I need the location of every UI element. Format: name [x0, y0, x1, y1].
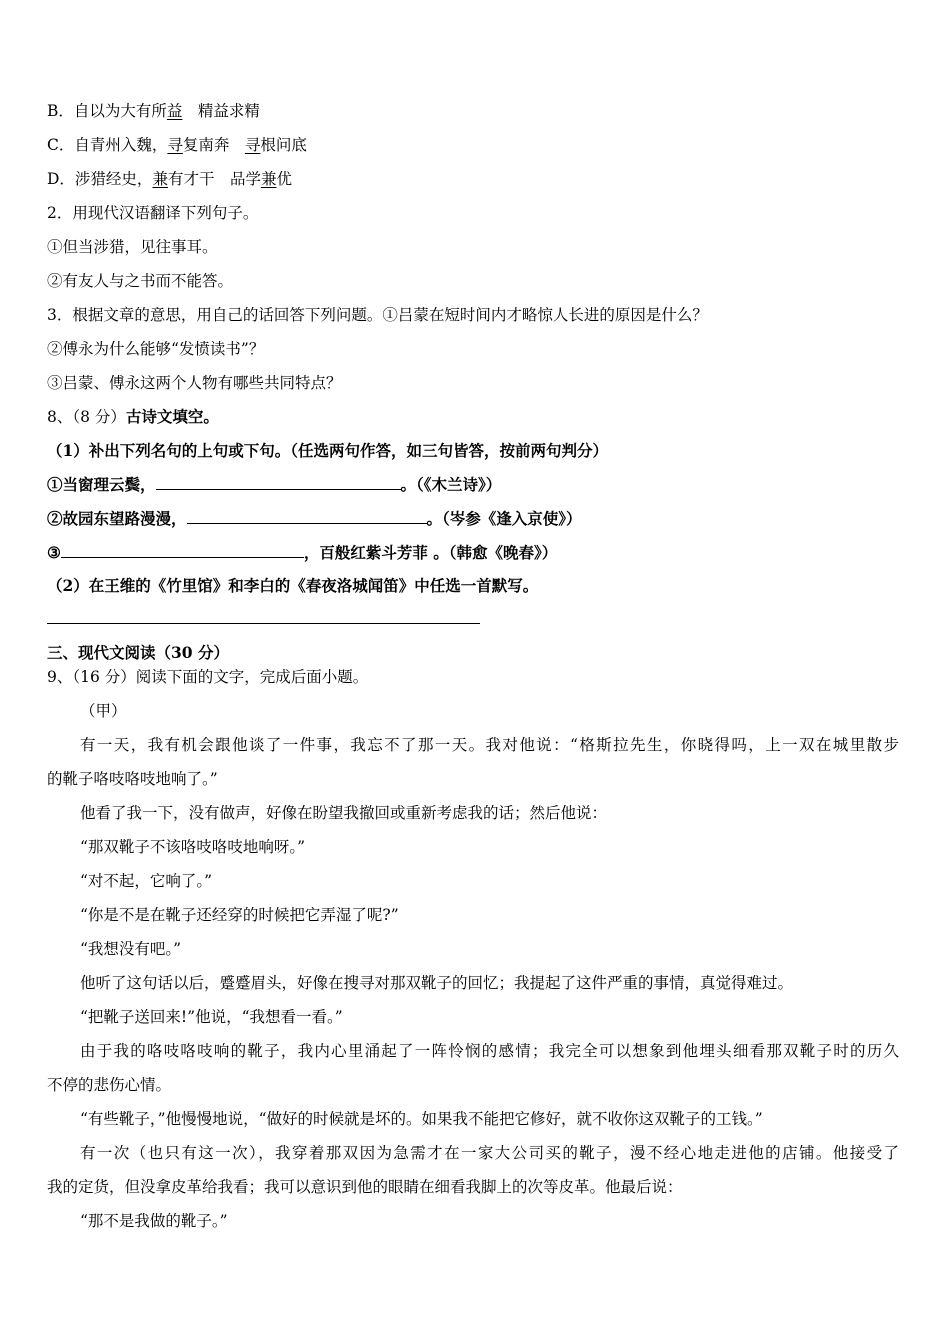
fill-line-2-prefix: ②故园东望路漫漫，: [47, 509, 187, 528]
passage-para-9-line-2: 不停的悲伤心情。: [47, 1076, 172, 1094]
passage-para-1-line-2: 的靴子咯吱咯吱地响了。”: [47, 770, 218, 788]
passage-para-8: “把靴子送回来!”他说，“我想看一看。”: [80, 1008, 343, 1026]
option-d-text: D．涉猎经史，: [47, 170, 153, 188]
question-8-sub-1: （1）补出下列名句的上句或下句。（任选两句作答，如三句皆答，按前两句判分）: [47, 441, 609, 460]
fill-line-3-source: ，百般红紫斗芳菲 。（韩愈《晚春》）: [303, 543, 558, 562]
question-3-part-2: ②傅永为什么能够“发愤读书”？: [47, 340, 265, 358]
option-b: [47, 101, 260, 121]
option-b-text: B．自以为大有所: [47, 102, 167, 120]
question-8-number: 8、（8 分）: [47, 408, 126, 426]
passage-para-7: 他听了这句话以后，蹙蹙眉头，好像在搜寻对那双靴子的回忆；我提起了这件严重的事情，真觉得难过。: [80, 974, 794, 992]
passage-label-jia: （甲）: [80, 702, 127, 720]
question-3-part-3: ③吕蒙、傅永这两个人物有哪些共同特点？: [47, 374, 342, 392]
passage-para-12: “那不是我做的靴子。”: [80, 1212, 228, 1230]
answer-blank-2[interactable]: [187, 508, 427, 524]
underlined-char: 益: [166, 102, 183, 120]
passage-para-5: “你是不是在靴子还经穿的时候把它弄湿了呢?”: [80, 906, 399, 924]
option-c-text-end: 根问底: [260, 136, 307, 154]
fill-line-3-prefix: ③: [47, 543, 61, 562]
answer-blank-1[interactable]: [156, 474, 401, 490]
passage-para-9-line-1: 由于我的咯吱咯吱响的靴子，我内心里涌起了一阵怜悯的感情；我完全可以想象到他埋头细看那双靴子时的历久: [80, 1042, 899, 1060]
underlined-char: 兼: [260, 170, 277, 188]
option-d-text-end: 优: [276, 170, 292, 188]
option-c: [47, 135, 307, 155]
fill-line-2: [47, 508, 582, 529]
question-8-title: 古诗文填空。: [125, 407, 219, 426]
question-2-sentence-1: ①但当涉猎，见往事耳。: [47, 238, 218, 256]
question-2: 2．用现代汉语翻译下列句子。: [47, 204, 259, 222]
question-9-heading: 9、（16 分）阅读下面的文字，完成后面小题。: [47, 668, 369, 686]
fill-line-1: [47, 474, 501, 495]
passage-para-11-line-2: 我的定货，但没拿皮革给我看；我可以意识到他的眼睛在细看我脚上的次等皮革。他最后说：: [47, 1178, 683, 1196]
question-8-heading: [47, 407, 219, 427]
question-3: 3．根据文章的意思，用自己的话回答下列问题。①吕蒙在短时间内才略惊人长进的原因是什么？: [47, 306, 708, 324]
fill-line-2-source: 。（岑参《逢入京使》）: [426, 509, 582, 528]
option-d: [47, 169, 292, 189]
passage-para-4: “对不起，它响了。”: [80, 872, 213, 890]
answer-blank-3[interactable]: [61, 542, 304, 558]
option-c-text-mid: 复南奔: [182, 136, 245, 154]
fill-line-1-prefix: ①当窗理云鬓，: [47, 475, 156, 494]
passage-para-1-line-1: 有一天，我有机会跟他谈了一件事，我忘不了那一天。我对他说：“格斯拉先生，你晓得吗，上一双在城里散步: [80, 736, 899, 754]
question-2-sentence-2: ②有友人与之书而不能答。: [47, 272, 234, 290]
fill-line-3: [47, 542, 557, 563]
passage-para-2: 他看了我一下，没有做声，好像在盼望我撤回或重新考虑我的话；然后他说：: [80, 804, 608, 822]
passage-para-3: “那双靴子不该咯吱咯吱地响呀。”: [80, 838, 306, 856]
option-b-text-end: 精益求精: [182, 102, 260, 120]
option-d-text-mid: 有才干 品学: [167, 170, 261, 188]
option-c-text: C．自青州入魏，: [47, 136, 168, 154]
fill-line-1-source: 。（《木兰诗》）: [400, 475, 502, 494]
passage-para-11-line-1: 有一次（也只有这一次），我穿着那双因为急需才在一家大公司买的靴子，漫不经心地走进他的店铺。他接受了: [80, 1144, 899, 1162]
section-3-heading: 三、现代文阅读（30 分）: [47, 643, 229, 662]
underlined-char: 兼: [152, 170, 168, 188]
passage-para-10: “有些靴子，”他慢慢地说，“做好的时候就是坏的。如果我不能把它修好，就不收你这双靴子的工钱。”: [80, 1110, 763, 1128]
answer-line[interactable]: [47, 623, 480, 624]
underlined-char: 寻: [244, 136, 261, 154]
passage-para-6: “我想没有吧。”: [80, 940, 182, 958]
underlined-char: 寻: [167, 136, 183, 154]
question-8-sub-2: （2）在王维的《竹里馆》和李白的《春夜洛城闻笛》中任选一首默写。: [47, 576, 539, 595]
